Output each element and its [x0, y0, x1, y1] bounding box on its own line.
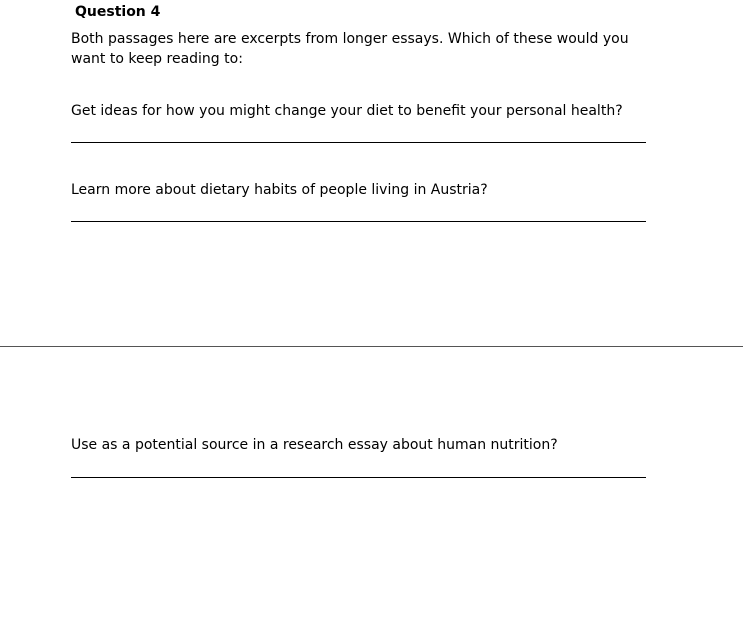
prompt-3: Use as a potential source in a research essay about human nutrition? — [71, 437, 558, 453]
prompt-1: Get ideas for how you might change your diet to benefit your personal health? — [71, 103, 623, 119]
question-title: Question 4 — [75, 4, 161, 20]
answer-line-1[interactable] — [71, 142, 646, 143]
question-intro: Both passages here are excerpts from longer essays. Which of these would you want to keep reading to: — [71, 31, 629, 67]
answer-line-2[interactable] — [71, 221, 646, 222]
prompt-2: Learn more about dietary habits of people living in Austria? — [71, 182, 488, 198]
page-divider — [0, 346, 743, 347]
answer-line-3[interactable] — [71, 477, 646, 478]
